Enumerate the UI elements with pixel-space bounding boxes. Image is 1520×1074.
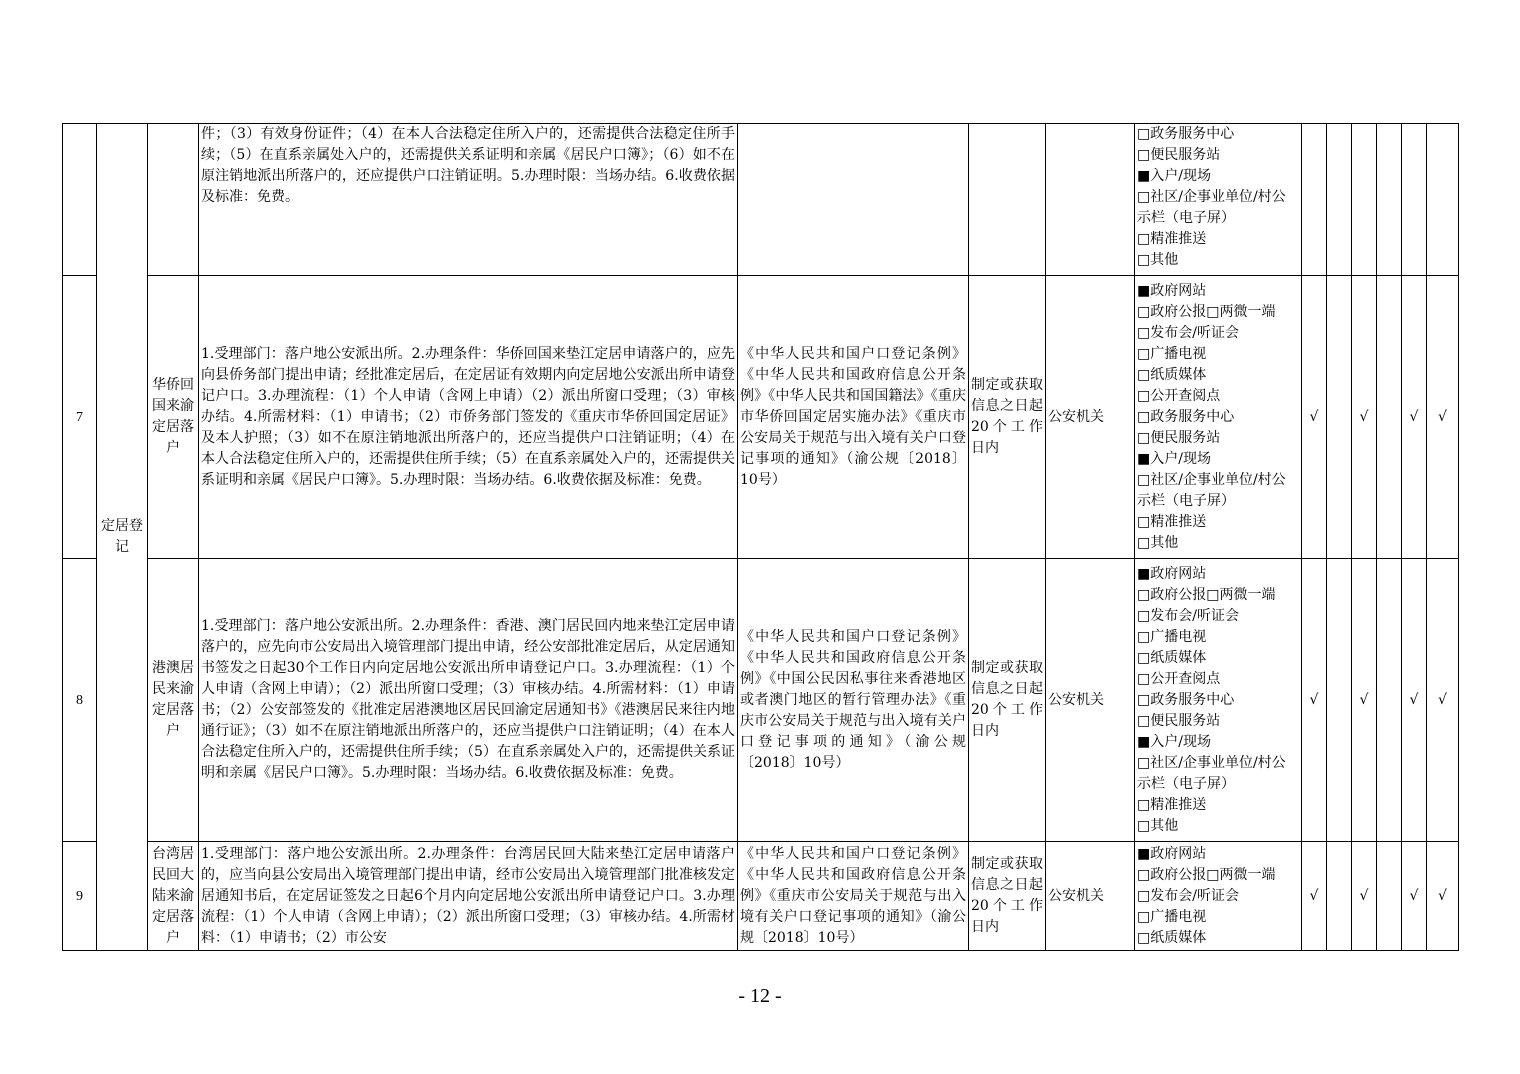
channel-item: □政务服务中心	[1137, 126, 1235, 142]
channel-item: □便民服务站	[1137, 429, 1221, 446]
channel-item: □其他	[1137, 817, 1179, 834]
row-number: 8	[63, 559, 97, 842]
check-cell	[1377, 559, 1402, 842]
item-description: 1.受理部门：落户地公安派出所。2.办理条件：台湾居民回大陆来垫江定居申请落户的，应当向县公安局出入境管理部门提出申请，经市公安局出入境管理部门批准核发定居通知书后，在定居证签发之日起6个月内向定居地公安派出所申请登记户口。3.办理流程：（1）个人申请（含网上申请）；（2）派出所窗口受理；（3）审核办结。4.所需材料：（1）申请书；（2）市公安	[199, 842, 738, 951]
responsible-organ: 公安机关	[1046, 276, 1135, 559]
channel-item: □精准推送	[1137, 231, 1207, 247]
channel-item: □广播电视	[1137, 908, 1207, 925]
item-name	[148, 124, 199, 276]
check-cell	[1427, 124, 1459, 276]
time-limit: 制定或获取信息之日起20个工作日内	[969, 842, 1046, 951]
channel-item: □政务服务中心	[1137, 691, 1235, 708]
table-row	[63, 124, 1459, 276]
channel-item: □政务服务中心	[1137, 408, 1235, 425]
item-name: 港澳居民来渝定居落户	[148, 559, 199, 842]
check-cell	[1327, 276, 1352, 559]
item-description: 1.受理部门：落户地公安派出所。2.办理条件：香港、澳门居民回内地来垫江定居申请落户的，应先向市公安局出入境管理部门提出申请，经公安部批准定居后，从定居通知书签发之日起30个工作日内向定居地公安派出所申请登记户口。3.办理流程：（1）个人申请（含网上申请）；（2）派出所窗口受理；（3）审核办结。4.所需材料：（1）申请书；（2）公安部签发的《批准定居港澳地区居民回渝定居通知书》《港澳居民来往内地通行证》；（3）如不在原注销地派出所落户的，还应当提供户口注销证明；（4）在本人合法稳定住所入户的，还需提供住所手续；（5）在直系亲属处入户的，还需提供关系证明和亲属《居民户口簿》。5.办理时限：当场办结。6.收费依据及标准：免费。	[199, 559, 738, 842]
item-name: 华侨回国来渝定居落户	[148, 276, 199, 559]
responsible-organ	[1046, 124, 1135, 276]
channel-item: □纸质媒体	[1137, 929, 1207, 946]
channel-item: □其他	[1137, 534, 1179, 551]
check-cell: √	[1302, 559, 1327, 842]
responsible-organ: 公安机关	[1046, 842, 1135, 951]
channel-item: ■入户/现场	[1137, 733, 1211, 750]
channel-item: □纸质媒体	[1137, 649, 1207, 666]
check-cell	[1352, 124, 1377, 276]
check-cell	[1377, 842, 1402, 951]
table-body	[63, 124, 1459, 951]
check-cell: √	[1402, 559, 1427, 842]
channel-item: □社区/企事业单位/村公示栏（电子屏）	[1137, 189, 1286, 226]
check-cell: √	[1402, 276, 1427, 559]
disclosure-channels	[1135, 559, 1302, 842]
channel-item: □便民服务站	[1137, 147, 1221, 163]
row-number	[63, 124, 97, 276]
channel-item: ■政府网站	[1137, 282, 1207, 299]
channel-item: □发布会/听证会	[1137, 324, 1239, 341]
check-cell	[1402, 124, 1427, 276]
channel-item: □其他	[1137, 252, 1179, 268]
check-cell: √	[1427, 842, 1459, 951]
channel-item: □社区/企事业单位/村公示栏（电子屏）	[1137, 754, 1286, 792]
legal-basis: 《中华人民共和国户口登记条例》《中华人民共和国政府信息公开条例》《中国公民因私事往来香港地区或者澳门地区的暂行管理办法》《重庆市公安局关于规范与出入境有关户口登记事项的通知》（渝公规〔2018〕10号）	[738, 559, 969, 842]
disclosure-channels	[1135, 276, 1302, 559]
legal-basis: 《中华人民共和国户口登记条例》《中华人民共和国政府信息公开条例》《中华人民共和国国籍法》《重庆市华侨回国定居实施办法》《重庆市公安局关于规范与出入境有关户口登记事项的通知》（渝公规〔2018〕10号）	[738, 276, 969, 559]
category-cell: 定居登记	[97, 124, 148, 951]
legal-basis	[738, 124, 969, 276]
channel-item: □发布会/听证会	[1137, 887, 1239, 904]
channel-item: ■入户/现场	[1137, 168, 1211, 184]
channel-item: □精准推送	[1137, 796, 1207, 813]
channel-item: □公开查阅点	[1137, 387, 1221, 404]
table-row	[63, 276, 1459, 559]
channel-item: □社区/企事业单位/村公示栏（电子屏）	[1137, 471, 1286, 509]
row-number: 9	[63, 842, 97, 951]
time-limit: 制定或获取信息之日起20个工作日内	[969, 559, 1046, 842]
responsible-organ: 公安机关	[1046, 559, 1135, 842]
table-row	[63, 559, 1459, 842]
disclosure-channels	[1135, 842, 1302, 951]
check-cell	[1327, 842, 1352, 951]
channel-item: □广播电视	[1137, 345, 1207, 362]
channel-item: ■入户/现场	[1137, 450, 1211, 467]
check-cell: √	[1302, 842, 1327, 951]
table-row	[63, 842, 1459, 951]
check-cell: √	[1352, 276, 1377, 559]
check-cell	[1377, 124, 1402, 276]
channel-item: □纸质媒体	[1137, 366, 1207, 383]
channel-item: □政府公报□两微一端	[1137, 303, 1276, 320]
check-cell: √	[1302, 276, 1327, 559]
channel-item: □广播电视	[1137, 628, 1207, 645]
channel-item: □便民服务站	[1137, 712, 1221, 729]
channel-item: ■政府网站	[1137, 845, 1207, 862]
legal-basis: 《中华人民共和国户口登记条例》《中华人民共和国政府信息公开条例》《重庆市公安局关于规范与出入境有关户口登记事项的通知》（渝公规〔2018〕10号）	[738, 842, 969, 951]
time-limit	[969, 124, 1046, 276]
channel-item: ■政府网站	[1137, 565, 1207, 582]
check-cell	[1377, 276, 1402, 559]
channel-item: □发布会/听证会	[1137, 607, 1239, 624]
channel-item: □精准推送	[1137, 513, 1207, 530]
disclosure-channels	[1135, 124, 1302, 276]
check-cell: √	[1427, 559, 1459, 842]
time-limit: 制定或获取信息之日起20个工作日内	[969, 276, 1046, 559]
item-name: 台湾居民回大陆来渝定居落户	[148, 842, 199, 951]
item-description: 件；（3）有效身份证件；（4）在本人合法稳定住所入户的，还需提供合法稳定住所手续；（5）在直系亲属处入户的，还需提供关系证明和亲属《居民户口簿》；（6）如不在原注销地派出所落户的，还应提供户口注销证明。5.办理时限：当场办结。6.收费依据及标准：免费。	[199, 124, 738, 276]
row-number: 7	[63, 276, 97, 559]
check-cell: √	[1402, 842, 1427, 951]
check-cell: √	[1352, 559, 1377, 842]
channel-item: □政府公报□两微一端	[1137, 586, 1276, 603]
channel-item: □公开查阅点	[1137, 670, 1221, 687]
check-cell: √	[1427, 276, 1459, 559]
check-cell	[1327, 559, 1352, 842]
channel-item: □政府公报□两微一端	[1137, 866, 1276, 883]
disclosure-table	[62, 123, 1459, 951]
check-cell: √	[1352, 842, 1377, 951]
check-cell	[1302, 124, 1327, 276]
page-number: - 12 -	[738, 985, 782, 1007]
item-description: 1.受理部门：落户地公安派出所。2.办理条件：华侨回国来垫江定居申请落户的，应先向县侨务部门提出申请；经批准定居后，在定居证有效期内向定居地公安派出所申请登记户口。3.办理流程：（1）个人申请（含网上申请）（2）派出所窗口受理；（3）审核办结。4.所需材料：（1）申请书；（2）市侨务部门签发的《重庆市华侨回国定居证》及本人护照；（3）如不在原注销地派出所落户的，还应当提供户口注销证明；（4）在本人合法稳定住所入户的，还需提供住所手续；（5）在直系亲属处入户的，还需提供关系证明和亲属《居民户口簿》。5.办理时限：当场办结。6.收费依据及标准：免费。	[199, 276, 738, 559]
check-cell	[1327, 124, 1352, 276]
